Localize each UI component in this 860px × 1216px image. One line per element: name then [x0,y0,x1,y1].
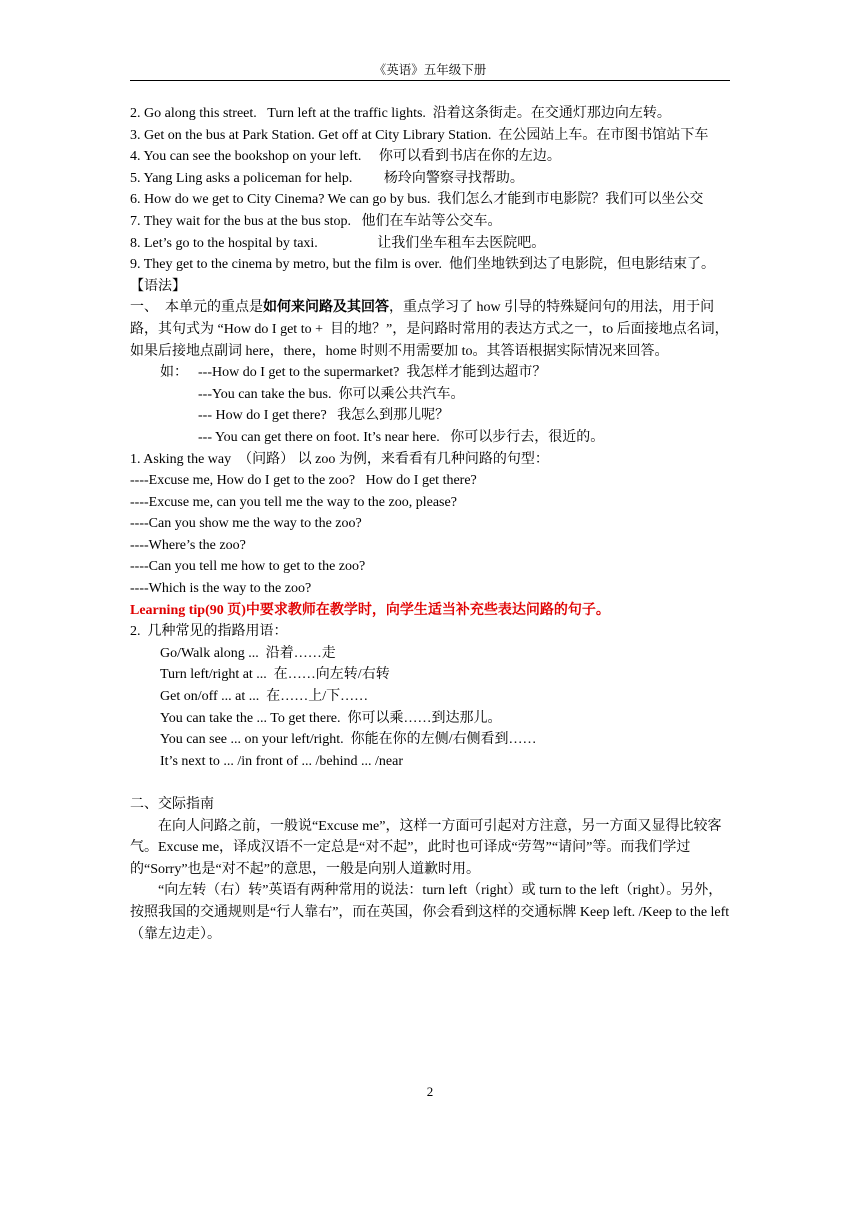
grammar-intro-prefix: 一、 本单元的重点是 [130,300,263,316]
sentence-7: 7. They wait for the bus at the bus stop. 他们在车站等公交车。 [130,213,502,229]
page-header-title: 《英语》五年级下册 [373,63,487,77]
blank-line [130,772,730,794]
example-row-1 [130,362,730,384]
sentence-5: 5. Yang Ling asks a policeman for help. 杨玲向警察寻找帮助。 [130,170,524,186]
directions-title: 2. 几种常见的指路用语： [130,624,288,640]
grammar-heading: 【语法】 [130,278,186,294]
example-label: 如： [160,365,188,381]
example-line: --- How do I get there? 我怎么到那儿呢？ [198,408,450,424]
asking-way-line: ----Which is the way to the zoo? [130,581,312,597]
asking-way-line: ----Can you tell me how to get to the zoo? [130,559,366,575]
grammar-intro-key-point: 如何来问路及其回答 [263,300,389,316]
asking-way-line: ----Excuse me, How do I get to the zoo? How do I get there? [130,473,477,489]
document-body [130,103,730,945]
communication-paragraph: 在向人问路之前，一般说“Excuse me”，这样一方面可引起对方注意，另一方面又显得比较客气。Excuse me，译成汉语不一定总是“对不起”，此时也可译成“劳驾”“请问”等。而我们学过的“Sorry”也是“对不起”的意思，一般是向别人道歉时用。 [130,818,722,877]
asking-way-title: 1. Asking the way （问路） 以 zoo 为例，来看看有几种问路的句型： [130,451,549,467]
sentence-8: 8. Let’s go to the hospital by taxi. 让我们坐车租车去医院吧。 [130,235,546,251]
grammar-intro [130,297,730,362]
direction-phrase: You can take the ... To get there. 你可以乘……到达那儿。 [160,710,502,726]
direction-phrase: Turn left/right at ... 在……向左转/右转 [160,667,390,683]
sentence-2: 2. Go along this street. Turn left at the traffic lights. 沿着这条街走。在交通灯那边向左转。 [130,106,671,121]
sentence-9: 9. They get to the cinema by metro, but the film is over. 他们坐地铁到达了电影院，但电影结束了。 [130,257,715,273]
communication-paragraph: “向左转（右）转”英语有两种常用的说法：turn left（right）或 turn to the left（right）。另外，按照我国的交通规则是“行人靠右”，而在英国，你会看到这样的交通标牌 Keep left. /Keep to the left（靠左边走）。 [130,883,730,942]
asking-way-line: ----Can you show me the way to the zoo? [130,516,362,532]
direction-phrase: It’s next to ... /in front of ... /behind ... /near [160,753,404,769]
sentence-4: 4. You can see the bookshop on your left. 你可以看到书店在你的左边。 [130,149,561,165]
direction-phrase: You can see ... on your left/right. 你能在你的左侧/右侧看到…… [160,732,537,748]
learning-tip: Learning tip(90 页)中要求教师在教学时，向学生适当补充些表达问路的句子。 [130,602,610,618]
asking-way-line: ----Where’s the zoo? [130,537,246,553]
direction-phrase: Go/Walk along ... 沿着……走 [160,645,336,661]
sentence-6: 6. How do we get to City Cinema? We can go by bus. 我们怎么才能到市电影院？我们可以坐公交 [130,192,704,208]
grammar-intro-rest: ，重点学习了 how 引导的特殊疑问句的用法，用于问路，其句式为 “How do I get to + 目的地？”，是问路时常用的表达方式之一，to 后面接地点名词，如果后接地点副词 here，there，home 时则不用需要加 to。其答语根据实际情况来回答。 [130,300,729,359]
direction-phrase: Get on/off ... at ... 在……上/下…… [160,689,369,705]
example-line: --- You can get there on foot. It’s near here. 你可以步行去，很近的。 [198,429,605,445]
asking-way-line: ----Excuse me, can you tell me the way to the zoo, please? [130,494,457,510]
example-line: ---You can take the bus. 你可以乘公共汽车。 [198,386,465,402]
header-divider [130,80,730,81]
example-line: ---How do I get to the supermarket? 我怎样才能到达超市？ [198,365,547,381]
page-number: 2 [426,1084,434,1099]
sentence-3: 3. Get on the bus at Park Station. Get off at City Library Station. 在公园站上车。在市图书馆站下车 [130,127,709,143]
communication-heading: 二、交际指南 [130,797,214,812]
